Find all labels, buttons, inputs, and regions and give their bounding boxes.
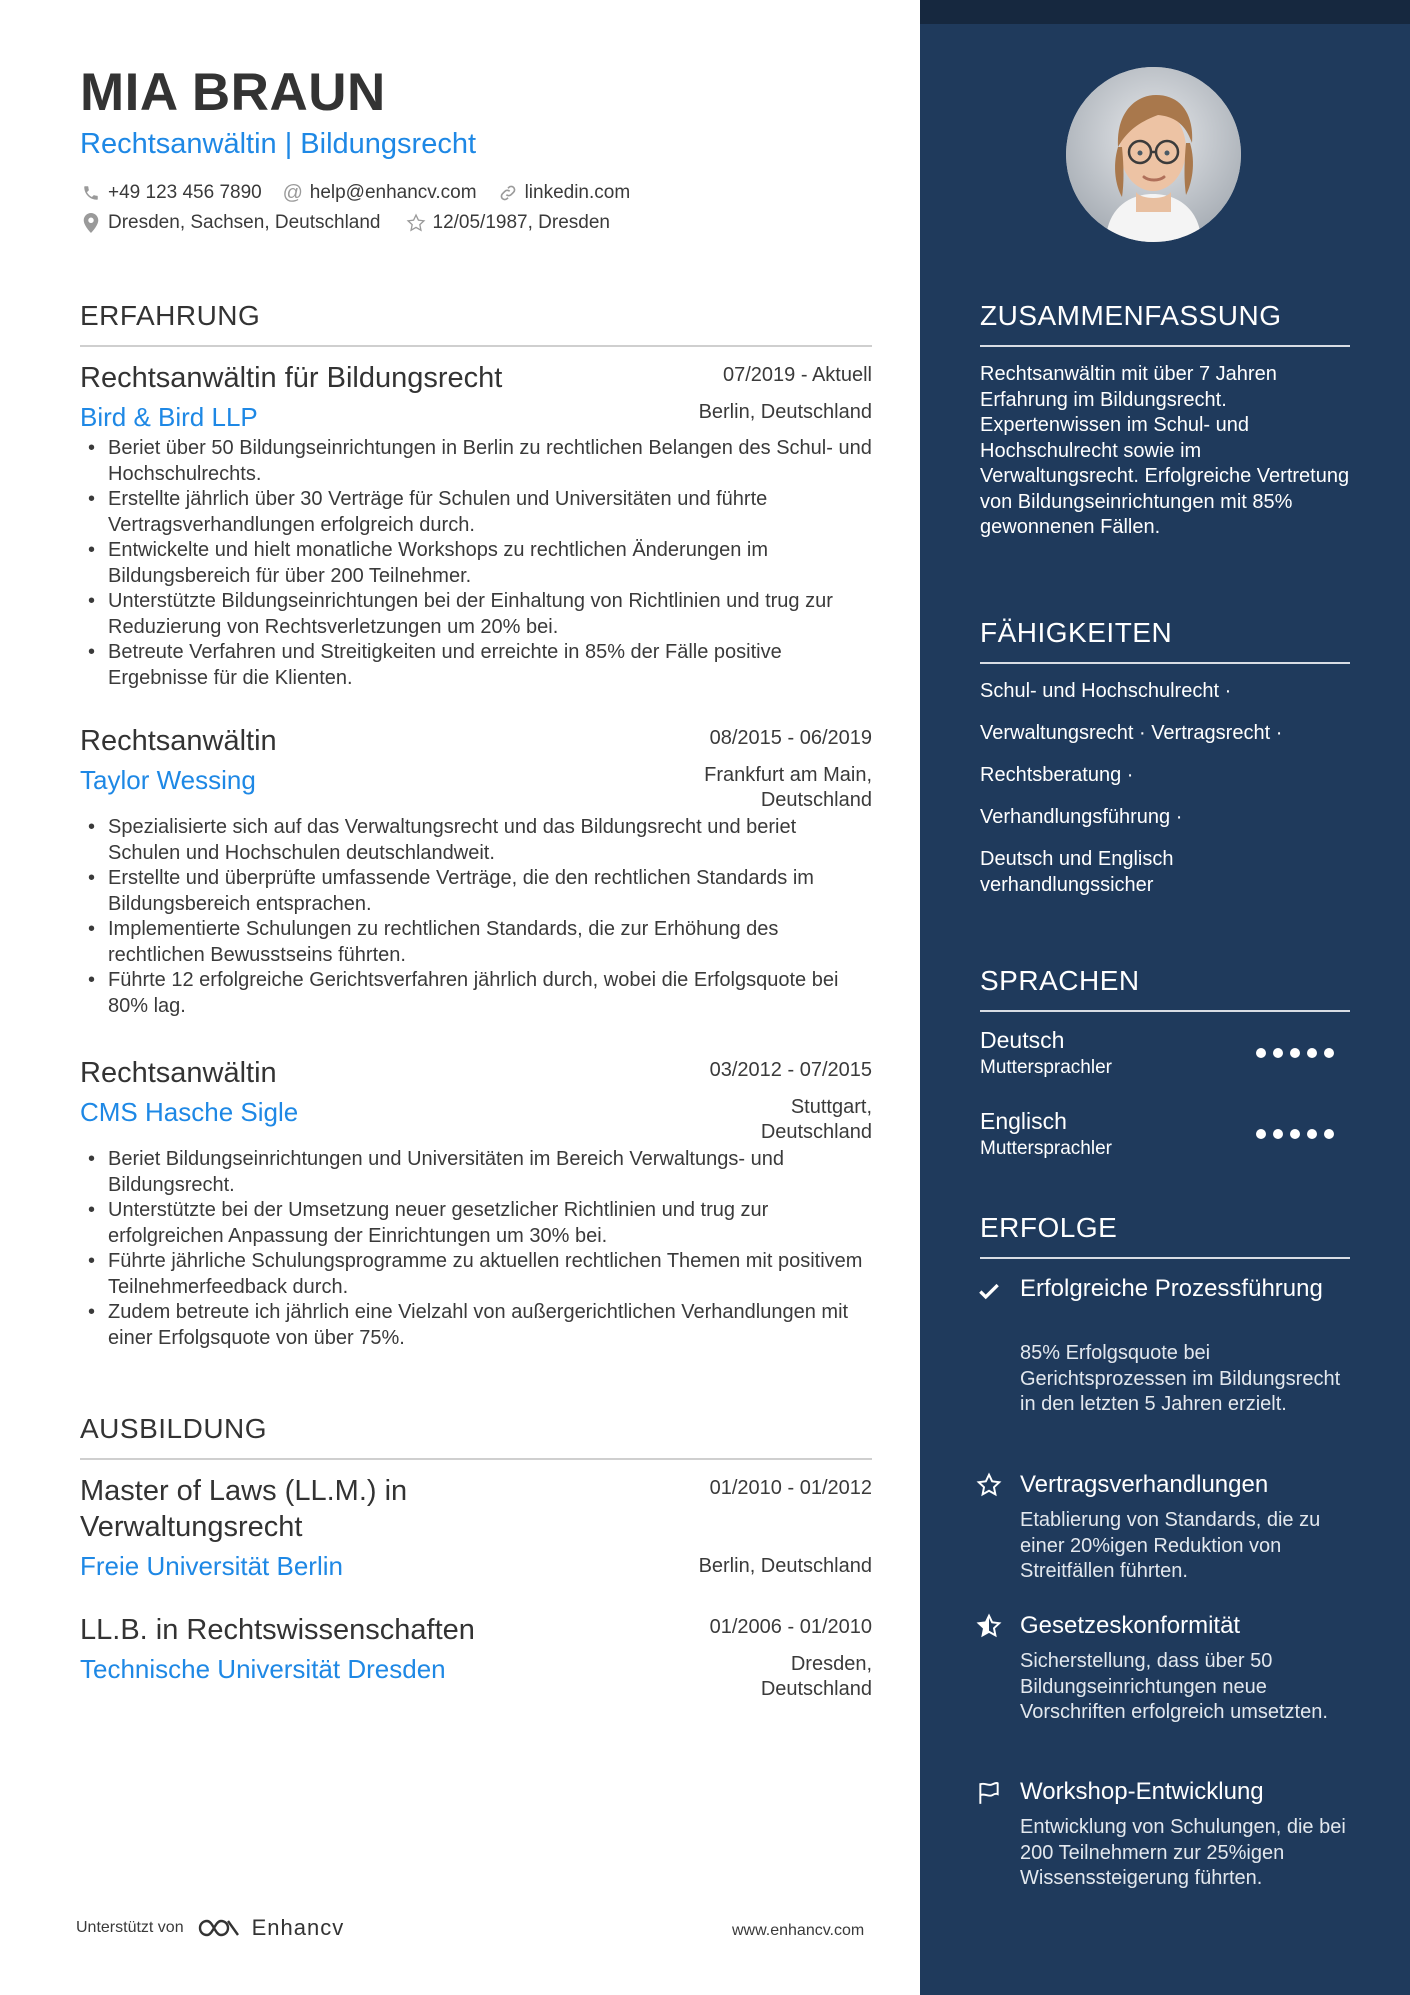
- language-rating-dots: [1256, 1129, 1341, 1139]
- rating-dot: [1256, 1129, 1266, 1139]
- rating-dot: [1307, 1129, 1317, 1139]
- job-entry: [80, 1055, 872, 1351]
- achievement-desc: Entwicklung von Schulungen, die bei 200 Teilnehmern zur 25%igen Wissenssteigerung führten.: [1020, 1816, 1346, 1889]
- summary-heading: ZUSAMMENFASSUNG: [980, 300, 1282, 331]
- job-entry: [80, 723, 872, 1019]
- education-school[interactable]: Freie Universität Berlin: [80, 1551, 343, 1581]
- location-pin-icon: [80, 212, 102, 234]
- job-bullet: • Zudem betreute ich jährlich eine Vielzahl von außergerichtlichen Verhandlungen mit einer Erfolgsquote von über 75%.: [80, 1300, 872, 1351]
- job-role: Rechtsanwältin: [80, 725, 277, 757]
- job-bullet: • Beriet über 50 Bildungseinrichtungen in Berlin zu rechtlichen Belangen des Schul- und Hochschulrechts.: [80, 436, 872, 487]
- rating-dot: [1324, 1048, 1334, 1058]
- job-bullet: • Unterstützte Bildungseinrichtungen bei der Einhaltung von Richtlinien und trug zur Reduzierung von Rechtsverletzungen um 20% bei.: [80, 589, 872, 640]
- linkedin-text[interactable]: linkedin.com: [524, 182, 631, 203]
- job-bullet: • Spezialisierte sich auf das Verwaltungsrecht und das Bildungsrecht und beriet Schulen und Hochschulen deutschlandweit.: [80, 815, 872, 866]
- achievement-title: Gesetzeskonformität: [1020, 1612, 1241, 1639]
- job-role: Rechtsanwältin: [80, 1057, 277, 1089]
- candidate-title: Rechtsanwältin | Bildungsrecht: [80, 128, 477, 160]
- phone-item: [80, 182, 262, 204]
- footer-powered-by: [76, 1915, 344, 1941]
- education-entry: [80, 1473, 872, 1583]
- job-entry: [80, 360, 872, 691]
- rating-dot: [1324, 1129, 1334, 1139]
- job-company[interactable]: Taylor Wessing: [80, 765, 256, 795]
- skills-heading: FÄHIGKEITEN: [980, 617, 1173, 648]
- education-location-line: Dresden,: [790, 1653, 872, 1675]
- achievement-desc: 85% Erfolgsquote bei Gerichtsprozessen im Bildungsrecht in den letzten 5 Jahren erzielt.: [1020, 1342, 1341, 1415]
- job-bullet: • Führte jährliche Schulungsprogramme zu aktuellen rechtlichen Themen mit positivem Teilnehmerfeedback durch.: [80, 1249, 872, 1300]
- education-location: [761, 1652, 872, 1702]
- education-date: 01/2006 - 01/2010: [709, 1616, 872, 1638]
- job-bullet: • Implementierte Schulungen zu rechtlichen Standards, die zur Erhöhung des rechtlichen Bewusstseins führten.: [80, 917, 872, 968]
- achievement-title: Workshop-Entwicklung: [1020, 1778, 1264, 1805]
- language-level: Muttersprachler: [980, 1057, 1112, 1078]
- birth-text: 12/05/1987, Dresden: [432, 212, 610, 233]
- rating-dot: [1256, 1048, 1266, 1058]
- job-role: Rechtsanwältin für Bildungsrecht: [80, 362, 503, 394]
- job-company[interactable]: Bird & Bird LLP: [80, 402, 258, 432]
- achievement-desc: Etablierung von Standards, die zu einer 20%igen Reduktion von Streitfällen führten.: [1020, 1509, 1321, 1582]
- job-bullet: • Erstellte jährlich über 30 Verträge für Schulen und Universitäten und führte Vertragsverhandlungen erfolgreich durch.: [80, 487, 872, 538]
- education-degree: [80, 1473, 407, 1545]
- language-name: Englisch: [980, 1108, 1067, 1134]
- skill-line: Verhandlungsführung ·: [980, 806, 1183, 828]
- link-icon: [497, 182, 519, 204]
- languages-divider: [980, 1010, 1350, 1012]
- job-company[interactable]: CMS Hasche Sigle: [80, 1097, 299, 1127]
- rating-dot: [1290, 1048, 1300, 1058]
- star-outline-icon: [405, 212, 427, 234]
- half-star-icon: [976, 1613, 1002, 1639]
- skill-line: Schul- und Hochschulrecht ·: [980, 680, 1232, 702]
- location-text: Dresden, Sachsen, Deutschland: [108, 212, 381, 233]
- phone-icon: [80, 182, 102, 204]
- location-item: [80, 212, 381, 234]
- achievements-divider: [980, 1257, 1350, 1259]
- job-location-line: Stuttgart,: [790, 1096, 872, 1118]
- education-entry: [80, 1612, 872, 1702]
- job-date: 07/2019 - Aktuell: [723, 364, 872, 386]
- language-level: Muttersprachler: [980, 1138, 1112, 1159]
- job-location: [761, 1095, 872, 1145]
- skill-line: Rechtsberatung ·: [980, 764, 1134, 786]
- job-bullet: • Führte 12 erfolgreiche Gerichtsverfahren jährlich durch, wobei die Erfolgsquote bei 80% lag.: [80, 968, 872, 1019]
- star-icon: [976, 1472, 1002, 1498]
- linkedin-item: [497, 182, 631, 204]
- job-bullet: • Erstellte und überprüfte umfassende Verträge, die den rechtlichen Standards im Bildungsbereich entsprachen.: [80, 866, 872, 917]
- flag-icon: [976, 1780, 1002, 1806]
- skills-divider: [980, 662, 1350, 664]
- summary-divider: [980, 345, 1350, 347]
- birth-item: [405, 212, 610, 234]
- job-date: 03/2012 - 07/2015: [709, 1059, 872, 1081]
- email-item: [282, 182, 477, 204]
- job-bullet: • Entwickelte und hielt monatliche Workshops zu rechtlichen Änderungen im Bildungsbereich für über 200 Teilnehmer.: [80, 538, 872, 589]
- job-location-line: Deutschland: [760, 789, 872, 811]
- job-bullet: • Betreute Verfahren und Streitigkeiten und erreichte in 85% der Fälle positive Ergebnisse für die Klienten.: [80, 640, 872, 691]
- footer-url[interactable]: www.enhancv.com: [732, 1922, 865, 1939]
- job-location-line: Deutschland: [760, 1121, 872, 1143]
- job-bullet: • Beriet Bildungseinrichtungen und Universitäten im Bereich Verwaltungs- und Bildungsrecht.: [80, 1147, 872, 1198]
- profile-photo: [1066, 67, 1241, 242]
- sidebar-top-bar: [920, 0, 1410, 24]
- at-icon: @: [282, 181, 303, 204]
- phone-text[interactable]: +49 123 456 7890: [108, 182, 262, 203]
- rating-dot: [1290, 1129, 1300, 1139]
- language-name: Deutsch: [980, 1027, 1065, 1053]
- contact-row-2: [80, 212, 630, 234]
- sidebar: [920, 0, 1410, 1995]
- education-location: Berlin, Deutschland: [698, 1555, 872, 1577]
- job-bullet: • Unterstützte bei der Umsetzung neuer gesetzlicher Richtlinien und trug zur erfolgreichen Anpassung der Einrichtungen um 30% bei.: [80, 1198, 872, 1249]
- achievement-desc: Sicherstellung, dass über 50 Bildungseinrichtungen neue Vorschriften erfolgreich umsetzten.: [1020, 1650, 1328, 1723]
- email-text[interactable]: help@enhancv.com: [309, 182, 477, 203]
- job-bullets: [80, 1147, 872, 1351]
- job-bullets: [80, 436, 872, 691]
- summary-text: Rechtsanwältin mit über 7 Jahren Erfahrung im Bildungsrecht. Expertenwissen im Schul- und Hochschulrecht sowie im Verwaltungsrecht. Erfolgreiche Vertretung von Bildungseinrichtungen mit 85% gewonnenen Fällen.: [980, 363, 1350, 538]
- education-degree-line: Master of Laws (LL.M.) in: [80, 1475, 408, 1507]
- education-degree: LL.B. in Rechtswissenschaften: [80, 1614, 475, 1646]
- languages-heading: SPRACHEN: [980, 965, 1140, 996]
- candidate-name: MIA BRAUN: [80, 63, 386, 122]
- skill-line: Deutsch und Englisch verhandlungssicher: [980, 848, 1174, 896]
- education-heading: AUSBILDUNG: [80, 1413, 268, 1444]
- check-icon: [976, 1278, 1002, 1304]
- contact-row-1: [80, 182, 650, 204]
- education-divider: [80, 1458, 872, 1460]
- language-rating-dots: [1256, 1048, 1341, 1058]
- rating-dot: [1273, 1129, 1283, 1139]
- job-location: [704, 763, 872, 813]
- enhancv-brand[interactable]: Enhancv: [251, 1915, 345, 1940]
- enhancv-logo-icon: [196, 1916, 244, 1940]
- achievements-heading: ERFOLGE: [980, 1212, 1118, 1243]
- education-school[interactable]: Technische Universität Dresden: [80, 1654, 446, 1684]
- experience-heading: ERFAHRUNG: [80, 300, 261, 331]
- rating-dot: [1307, 1048, 1317, 1058]
- powered-by-text: Unterstützt von: [76, 1919, 184, 1936]
- achievement-title: Erfolgreiche Prozessführung: [1020, 1275, 1323, 1302]
- education-location-line: Deutschland: [760, 1678, 872, 1700]
- job-location-line: Frankfurt am Main,: [704, 764, 872, 786]
- skill-line: Verwaltungsrecht · Vertragsrecht ·: [980, 722, 1283, 744]
- education-date: 01/2010 - 01/2012: [709, 1477, 872, 1499]
- rating-dot: [1273, 1048, 1283, 1058]
- experience-divider: [80, 345, 872, 347]
- education-degree-line: Verwaltungsrecht: [80, 1511, 303, 1543]
- job-bullets: [80, 815, 872, 1019]
- job-location: Berlin, Deutschland: [698, 401, 872, 423]
- achievement-title: Vertragsverhandlungen: [1020, 1471, 1269, 1498]
- job-date: 08/2015 - 06/2019: [709, 727, 872, 749]
